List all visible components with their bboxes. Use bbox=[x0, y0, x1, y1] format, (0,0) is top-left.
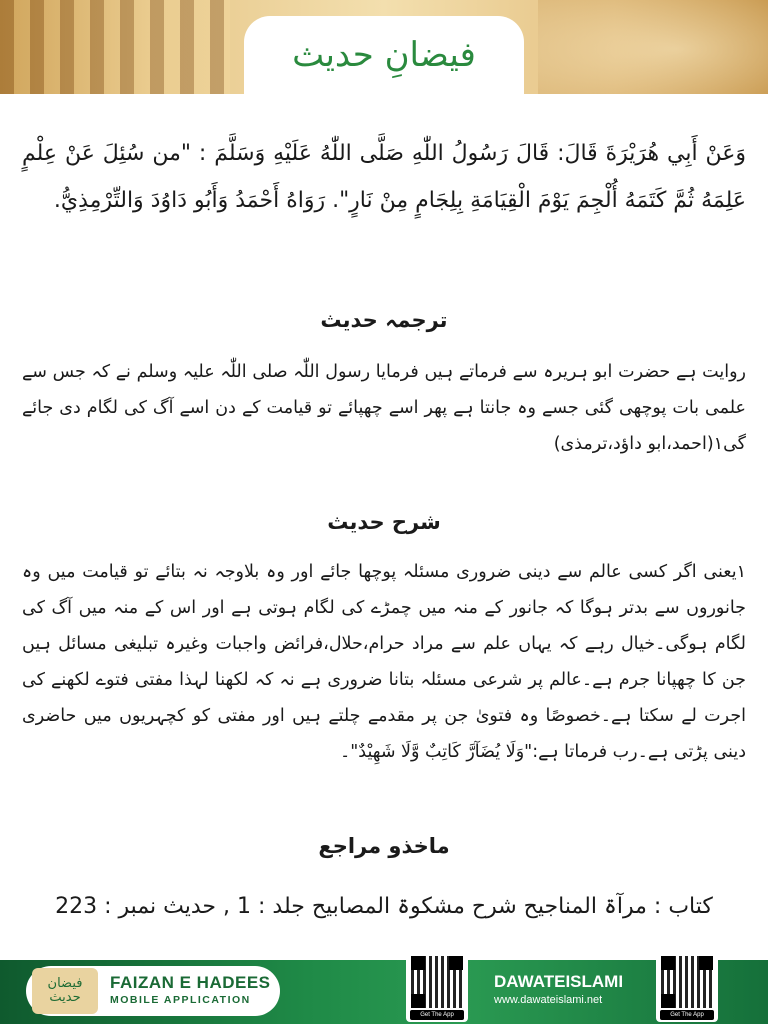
commentary-heading: شرح حدیث bbox=[327, 510, 441, 534]
translation-heading: ترجمہ حدیث bbox=[320, 308, 448, 332]
brand-name: DAWATEISLAMI bbox=[494, 972, 624, 991]
store-label: Get The App bbox=[660, 1010, 714, 1020]
store-label: Get The App bbox=[410, 1010, 464, 1020]
hadith-arabic-text: وَعَنْ أَبِي هُرَيْرَةَ قَالَ: قَالَ رَسُولُ اللّٰهِ صَلَّى اللّٰهُ عَلَيْهِ وَسَلَّمَ : "من سُئِلَ عَنْ عِلْمٍ عَلِمَهُ ثُمَّ كَتَمَهُ أُلْجِمَ يَوْمَ الْقِيَامَةِ بِلِجَامٍ مِنْ نَارٍ". رَوَاهُ أَحْمَدُ وَأَبُو دَاوُدَ وَالتِّرْمِذِيُّ. bbox=[22, 141, 746, 213]
qr-code-play-store[interactable] bbox=[656, 952, 718, 1022]
reference-citation: کتاب : مرآۃ المناجیح شرح مشکوۃ المصابیح جلد : 1 , حدیث نمبر : 223 bbox=[55, 894, 713, 919]
app-name: FAIZAN E HADEES bbox=[110, 973, 271, 992]
qr-code-icon bbox=[661, 956, 713, 1008]
title-tab bbox=[244, 16, 524, 94]
brand-url[interactable]: www.dawateislami.net bbox=[494, 994, 603, 1006]
page-title: فیضانِ حدیث bbox=[292, 35, 476, 75]
commentary-text: ۱یعنی اگر کسی عالم سے دینی ضروری مسئلہ پوچھا جائے اور وہ بلاوجہ نہ بتائے تو قیامت میں وہ جانوروں سے بدتر ہوگا کہ جانور کے منہ میں چمڑے کی لگام ہوتی ہے اور اس کے منہ میں آگ کی لگام ہوگی۔خیال رہے کہ یہاں علم سے مراد حرام،حلال،فرائض واجبات وغیرہ تبلیغی مسائل ہیں جن کا چھپانا جرم ہے۔عالم پر شرعی مسئلہ بتانا ضروری ہے نہ کہ لکھنا لہذا مفتی فتوے لکھنے کی اجرت لے سکتا ہے۔خصوصًا وہ فتویٰ جن پر مقدمے چلتے ہیں اور مفتی کو کچہریوں میں حاضری دینی پڑتی ہے۔رب فرماتا ہے:"وَلَا يُضَآرَّ كَاتِبٌ وَّلَا شَهِيْدٌ"۔ bbox=[22, 562, 746, 762]
footer-bar bbox=[0, 960, 768, 1024]
references-heading: ماخذو مراجع bbox=[318, 834, 450, 858]
translation-text: روایت ہے حضرت ابو ہریرہ سے فرماتے ہیں فرمایا رسول اللّٰہ صلی اللّٰہ علیہ وسلم نے کہ جس سے علمی بات پوچھی گئی جسے وہ جانتا ہے پھر اسے چھپائے تو قیامت کے دن اسے آگ کی لگام دی جائے گی۱(احمد،ابو داؤد،ترمذی) bbox=[22, 362, 746, 454]
content-panel bbox=[0, 94, 768, 960]
app-logo-icon: فیضان حدیث bbox=[32, 968, 98, 1014]
app-subtitle: MOBILE APPLICATION bbox=[110, 994, 251, 1006]
app-badge[interactable] bbox=[26, 966, 280, 1016]
qr-code-icon bbox=[411, 956, 463, 1008]
qr-code-app-store[interactable] bbox=[406, 952, 468, 1022]
